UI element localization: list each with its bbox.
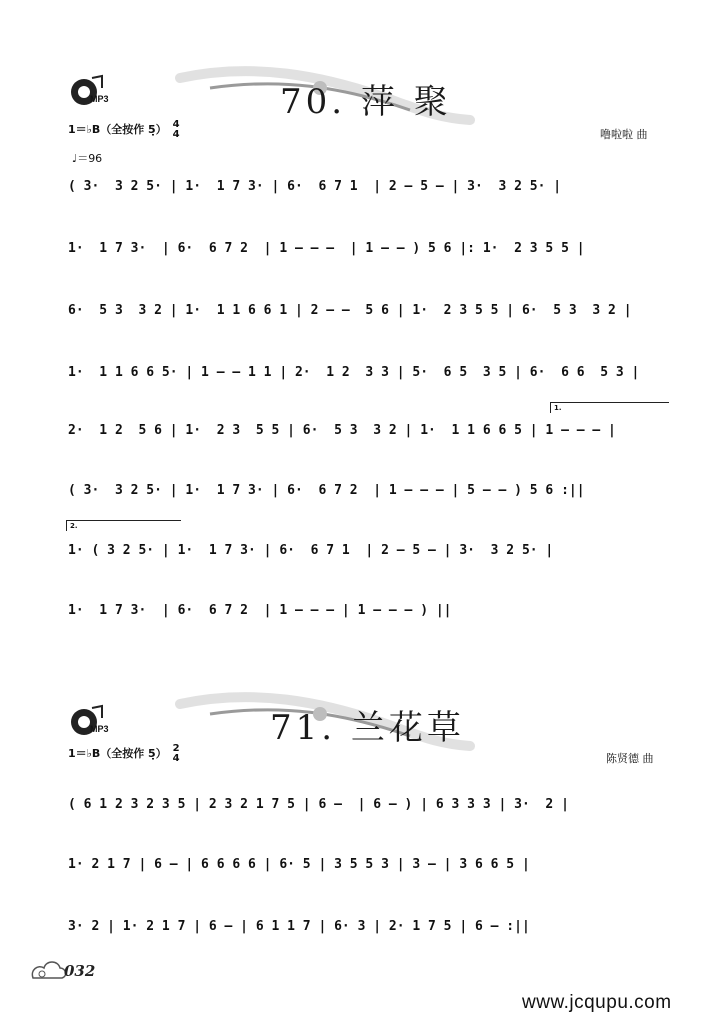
piece71-composer: 陈贤德 曲 <box>606 752 654 765</box>
piece71-row-3: 3· 2 | 1· 2 1 7 | 6 – | 6 1 1 7 | 6· 3 | 2· 1 7 5 | 6 – :|| <box>68 918 530 934</box>
piece70-tempo: ♩＝96 <box>72 152 103 165</box>
volta-bracket-2 <box>66 520 181 531</box>
watermark-url: www.jcqupu.com <box>522 992 672 1013</box>
time-bottom: 4 <box>172 129 180 140</box>
page-number: 032 <box>64 962 96 980</box>
page-footer <box>28 956 96 990</box>
piece70-row-2: 1· 1 7 3· | 6· 6 7 2 | 1 – – – | 1 – – ) 5 6 |: 1· 2 3 5 5 | <box>68 240 585 256</box>
time-top: 2 <box>172 743 180 754</box>
piece70-row-5: 2· 1 2 5 6 | 1· 2 3 5 5 | 6· 5 3 3 2 | 1· 1 1 6 6 5 | 1 – – – | <box>68 422 616 438</box>
volta-bracket-1 <box>550 402 669 413</box>
piece70-row-6: ( 3· 3 2 5· | 1· 1 7 3· | 6· 6 7 2 | 1 – – – | 5 – – ) 5 6 :|| <box>68 482 585 498</box>
mp3-badge <box>68 702 112 742</box>
key-text: 1＝♭B（全按作 5̣） <box>68 123 167 136</box>
piece71-title: 71. 兰花草 <box>270 708 465 748</box>
mp3-badge <box>68 72 112 112</box>
piece70-header <box>60 58 680 128</box>
piece71-key-signature <box>68 744 180 764</box>
piece70-row-1: ( 3· 3 2 5· | 1· 1 7 3· | 6· 6 7 1 | 2 – 5 – | 3· 3 2 5· | <box>68 178 562 194</box>
piece70-row-8: 1· 1 7 3· | 6· 6 7 2 | 1 – – – | 1 – – – ) || <box>68 602 452 618</box>
piece71-row-2: 1· 2 1 7 | 6 – | 6 6 6 6 | 6· 5 | 3 5 5 3 | 3 – | 3 6 6 5 | <box>68 856 530 872</box>
piece70-row-7: 1· ( 3 2 5· | 1· 1 7 3· | 6· 6 7 1 | 2 – 5 – | 3· 3 2 5· | <box>68 542 554 558</box>
time-bottom: 4 <box>172 753 180 764</box>
volta-number-1: 1. <box>554 404 562 412</box>
cloud-ornament-icon <box>28 956 68 986</box>
volta-number-2: 2. <box>70 522 78 530</box>
time-signature <box>173 744 180 764</box>
mp3-label: MP3 <box>90 94 109 104</box>
mp3-label: MP3 <box>90 724 109 734</box>
piece70-title: 70. 萍 聚 <box>280 82 452 122</box>
piece70-key-signature <box>68 120 180 140</box>
time-signature <box>173 120 180 140</box>
piece71-row-1: ( 6 1 2 3 2 3 5 | 2 3 2 1 7 5 | 6 – | 6 – ) | 6 3 3 3 | 3· 2 | <box>68 796 569 812</box>
time-top: 4 <box>172 119 180 130</box>
piece70-row-3: 6· 5 3 3 2 | 1· 1 1 6 6 1 | 2 – – 5 6 | 1· 2 3 5 5 | 6· 5 3 3 2 | <box>68 302 632 318</box>
key-text: 1＝♭B（全按作 5̣） <box>68 747 167 760</box>
piece70-row-4: 1· 1 1 6 6 5· | 1 – – 1 1 | 2· 1 2 3 3 | 5· 6 5 3 5 | 6· 6 6 5 3 | <box>68 364 640 380</box>
piece70-composer: 噜啦啦 曲 <box>600 128 648 141</box>
